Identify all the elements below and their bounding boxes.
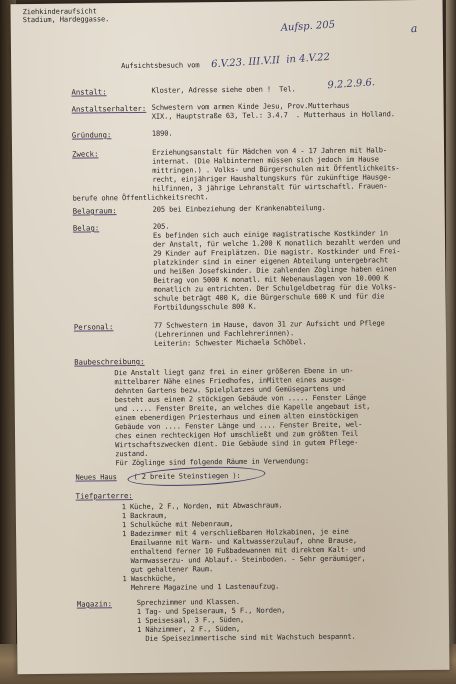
belag-line: und heißen Josefskinder. Die zahlenden Zöglinge haben einen: [153, 264, 397, 276]
bau-line: einem ebenerdigen Priesterhaus und einem alten einstöckigen: [114, 410, 359, 423]
document-page: [11, 0, 450, 674]
neues-haus-label: Neues Haus: [75, 472, 117, 482]
erhalter-line-2: XIX., Hauptstraße 63, Tel.: 3.4.7 . Mutterhaus in Holland.: [151, 109, 395, 121]
anstalt-label: Anstalt:: [71, 87, 107, 97]
belag-label: Belag:: [72, 223, 100, 233]
bau-line: Für Zöglinge sind folgende Räume in Verwendung:: [115, 456, 310, 468]
zweck-label: Zweck:: [72, 149, 99, 159]
zweck-line: recht, einjähriger Haushaltungskurs für zukünftige Hausge-: [152, 172, 392, 184]
tief-line: 1 Backraum,: [121, 510, 168, 521]
tief-line: 1 Waschküche,: [122, 573, 177, 584]
bau-line: ches einen rechteckigen Hof umschließt und zum größten Teil: [114, 428, 359, 441]
belag-line: Fortbildungsschule 800 K.: [153, 301, 257, 312]
zweck-line: berufe ohne Öffentlichkeitsrecht.: [72, 192, 209, 203]
personal-line: Leiterin: Schwester Michaela Schöbel.: [154, 337, 307, 348]
visit-label: Aufsichtsbesuch vom: [121, 60, 200, 71]
bau-line: Wirtschaftszwecken dient. Die Gebäude sind in gutem Pflege-: [115, 437, 359, 450]
zweck-line: internat. (Die Halbinternen müssen sich jedoch im Hause: [152, 154, 379, 166]
tiefparterre-label: Tiefparterre:: [75, 491, 133, 501]
magazin-line: Die Speisezimmertische sind mit Wachstuch bespannt.: [137, 631, 356, 643]
anstalt-tel-handwritten: 9.2.2.9.6.: [327, 77, 376, 92]
personal-line: (Lehrerinnen und Fachlehrerinnen).: [153, 328, 295, 339]
org-line-1: Ziehkinderaufsicht: [22, 6, 97, 17]
belagraum-label: Belagraum:: [72, 206, 117, 216]
magazin-line: 1 Nähzimmer, 2 F., Süden,: [137, 623, 241, 634]
zweck-line: Erziehungsanstalt für Mädchen von 4 - 17 Jahren mit Halb-: [152, 145, 387, 157]
tief-line: 1 Badezimmer mit 4 verschließbaren Holzkabinen, je eine: [122, 526, 349, 539]
belag-line: platzkinder sind in einer eigenen Abteilung untergebracht: [153, 255, 389, 267]
bau-line: zustand.: [115, 448, 149, 459]
anstalt-text: Kloster, Adresse siehe oben ! Tel.: [151, 84, 296, 95]
personal-label: Personal:: [73, 322, 114, 332]
magazin-line: 1 Speisesaal, 3 F., Süden,: [136, 614, 245, 625]
tief-line: enthaltend ferner 10 Fußbadewannen mit direktem Kalt- und: [122, 544, 366, 557]
bau-line: und ..... Fenster Breite, an welches die Kapelle angebaut ist,: [114, 401, 371, 414]
erhalter-line-1: Schwestern vom armen Kinde Jesu, Prov.Mutterhaus: [151, 100, 350, 112]
belag-line: der Anstalt, für welche 1.200 K monatlich bezahlt werden und: [152, 237, 401, 249]
belagraum-text: 205 bei Einbeziehung der Krankenabteilung.: [152, 202, 326, 214]
tief-line: 1 Küche, 2 F., Norden, mit Abwaschraum.: [121, 500, 283, 512]
handwritten-top-note: Aufsp. 205: [280, 19, 336, 34]
handwritten-visit-date: 6.V.23. III.V.II in 4.V.22: [210, 51, 331, 71]
tief-line: Mehrere Magazine und 1 Lastenaufzug.: [122, 581, 280, 593]
tief-line: gut gehaltener Raum.: [122, 564, 214, 575]
bau-line: dehnten Gartens bezw. Spielplatzes und Gemüsegartens und: [114, 383, 346, 396]
zweck-line: mittringen.) . Volks- und Bürgerschulen mit Öffentlichkeits-: [152, 163, 400, 175]
gruendung-label: Gründung:: [71, 130, 112, 140]
bau-line: besteht aus einem 2 stöckigen Gebäude von ..... Fenster Länge: [114, 392, 367, 405]
belag-line: Es befinden sich auch einige magistratische Kostkinder in: [152, 228, 388, 240]
erhalter-label: Anstaltserhalter:: [71, 103, 147, 114]
personal-line: 77 Schwestern im Hause, davon 31 zur Aufsicht und Pflege: [153, 318, 385, 330]
belag-line: schule beträgt 400 K, die Bürgerschule 600 K und für die: [153, 291, 385, 303]
org-line-2: Stadium, Hardeggasse.: [22, 14, 110, 25]
zweck-line: hilfinnen, 3 jährige Lehranstalt für wirtschaftl. Frauen-: [152, 181, 388, 193]
tief-line: Emailwanne mit Warm- und Kaltwasserzulauf, ohne Brause,: [122, 535, 358, 548]
belag-line: Beitrag von 5000 K monatl. mit Nebenauslagen von 10.000 K: [153, 273, 389, 285]
gruendung-text: 1890.: [151, 128, 173, 138]
bau-line: Die Anstalt liegt ganz frei in einer größeren Ebene in un-: [114, 365, 354, 378]
neues-haus-circled: ( 2 breite Steinstiegen ):: [133, 470, 241, 482]
tief-line: 1 Schulküche mit Nebenraum,: [121, 518, 234, 530]
belag-line: 29 Kinder auf Freiplätzen. Die magistr. Kostkinder und Frei-: [153, 246, 401, 258]
baubeschreibung-label: Baubeschreibung:: [74, 356, 145, 367]
magazin-line: Sprechzimmer und Klassen.: [136, 596, 240, 607]
page-mark: a: [410, 21, 418, 36]
belag-line: 205.: [152, 221, 170, 231]
magazin-line: 1 Tag- und Speiseraum, 5 F., Norden,: [136, 605, 286, 616]
belag-line: monatlich zu entrichten. Der Schulgeldbetrag für die Volks-: [153, 282, 397, 294]
tief-line: Warmwasserzu- und Ablauf.- Steinboden. - Sehr geräumiger,: [122, 553, 366, 566]
bau-line: mittelbarer Nähe eines Friedhofes, inMitten eines ausge-: [114, 374, 346, 387]
bau-line: Gebäude von .... Fenster Länge und .... Fenster Breite, wel-: [114, 419, 363, 432]
magazin-label: Magazin:: [76, 599, 112, 609]
